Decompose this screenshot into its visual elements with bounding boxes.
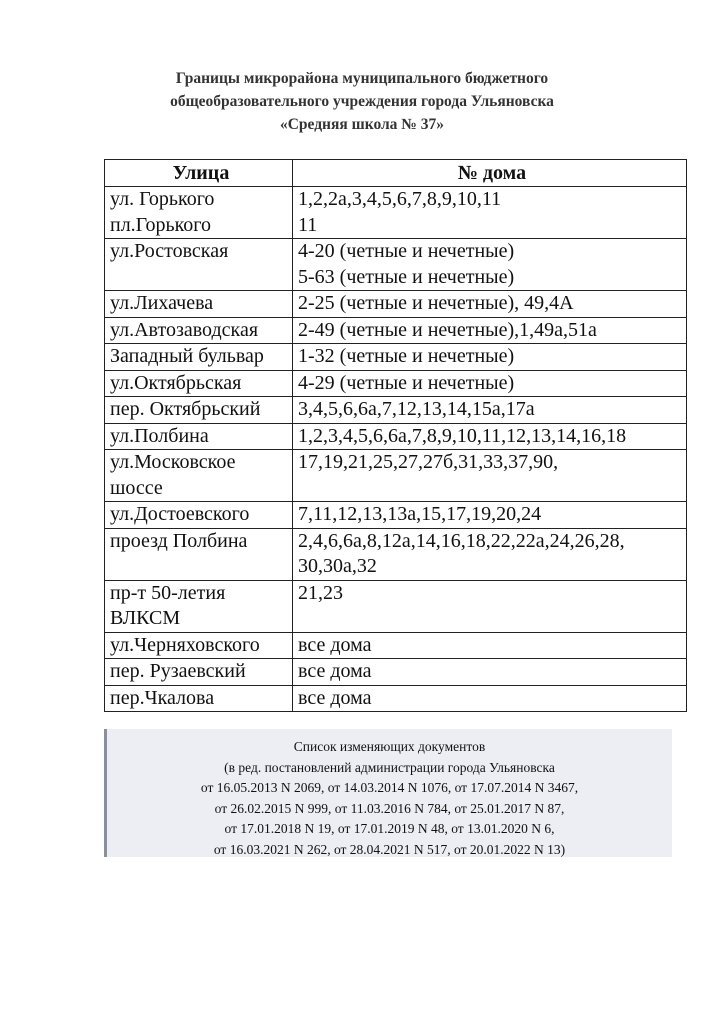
note-line: от 17.01.2018 N 19, от 17.01.2019 N 48, от 13.01.2020 N 6,	[224, 821, 555, 836]
column-header-houses: № дома	[293, 160, 687, 187]
house-numbers: все дома	[298, 686, 372, 709]
street-cell	[105, 632, 293, 659]
houses-cell	[293, 580, 687, 632]
streets-table	[104, 159, 687, 712]
house-numbers: 3,4,5,6,6а,7,12,13,14,15а,17а	[298, 398, 535, 420]
table-row	[105, 423, 687, 450]
street-name: пр-т 50-летия	[110, 581, 226, 604]
table-row	[105, 632, 687, 659]
note-line: (в ред. постановлений администрации города Ульяновска	[224, 759, 555, 775]
amendments-note	[104, 729, 672, 857]
house-numbers: все дома	[298, 633, 372, 656]
table-row	[105, 344, 687, 371]
houses-cell	[293, 239, 687, 291]
houses-cell	[293, 344, 687, 371]
houses-cell	[293, 450, 687, 502]
houses-cell	[293, 397, 687, 424]
note-line: Список изменяющих документов	[293, 739, 486, 754]
house-numbers: 1,2,2а,3,4,5,6,7,8,9,10,11	[298, 188, 502, 210]
note-line: от 16.05.2013 N 2069, от 14.03.2014 N 1076, от 17.07.2014 N 3467,	[200, 780, 579, 795]
street-name: пер. Октябрьский	[110, 398, 261, 420]
street-name: ул.Полбина	[110, 424, 209, 447]
house-numbers: 2,4,6,6а,8,12а,14,16,18,22,22а,24,26,28,	[298, 529, 625, 552]
table-row	[105, 187, 687, 239]
table-body	[105, 187, 687, 712]
houses-cell	[293, 370, 687, 397]
street-cell	[105, 239, 293, 291]
house-numbers: 1-32 (четные и нечетные)	[298, 345, 515, 367]
column-header-street: Улица	[105, 160, 293, 187]
street-cell	[105, 317, 293, 344]
street-cell	[105, 685, 293, 712]
street-name: пл.Горького	[110, 213, 212, 236]
street-cell	[105, 580, 293, 632]
street-cell	[105, 344, 293, 371]
houses-cell	[293, 659, 687, 686]
house-numbers: 21,23	[298, 581, 343, 604]
houses-cell	[293, 291, 687, 318]
houses-cell	[293, 528, 687, 580]
table-header-row	[105, 160, 687, 187]
houses-cell	[293, 685, 687, 712]
street-name: ул.Достоевского	[110, 503, 250, 525]
street-cell	[105, 502, 293, 529]
house-numbers: 4-20 (четные и нечетные)	[298, 240, 515, 262]
table-row	[105, 317, 687, 344]
table-row	[105, 239, 687, 291]
table-row	[105, 450, 687, 502]
house-numbers: 17,19,21,25,27,27б,31,33,37,90,	[298, 451, 559, 473]
title-line: Границы микрорайона муниципального бюджетного	[175, 70, 549, 87]
street-name: ул. Горького	[110, 188, 215, 210]
house-numbers: 5-63 (четные и нечетные)	[298, 265, 515, 288]
street-name: ул.Лихачева	[110, 292, 214, 314]
house-numbers: 2-49 (четные и нечетные),1,49а,51а	[298, 318, 597, 341]
street-name: ул.Московское	[110, 451, 236, 473]
houses-cell	[293, 502, 687, 529]
document-title	[0, 67, 724, 136]
house-numbers: 7,11,12,13,13а,15,17,19,20,24	[298, 503, 542, 525]
table-row	[105, 580, 687, 632]
table-row	[105, 685, 687, 712]
note-line: от 16.03.2021 N 262, от 28.04.2021 N 517, от 20.01.2022 N 13)	[213, 841, 566, 857]
table-row	[105, 528, 687, 580]
street-cell	[105, 397, 293, 424]
street-name: ул.Ростовская	[110, 240, 229, 262]
table-row	[105, 659, 687, 686]
street-cell	[105, 291, 293, 318]
table-row	[105, 370, 687, 397]
houses-cell	[293, 317, 687, 344]
house-numbers: 2-25 (четные и нечетные), 49,4А	[298, 292, 574, 314]
houses-cell	[293, 423, 687, 450]
street-name: шоссе	[110, 476, 163, 499]
street-name: проезд Полбина	[110, 529, 248, 552]
street-cell	[105, 423, 293, 450]
street-name: пер.Чкалова	[110, 686, 215, 709]
street-cell	[105, 370, 293, 397]
street-name: ВЛКСМ	[110, 607, 181, 629]
street-cell	[105, 450, 293, 502]
houses-cell	[293, 187, 687, 239]
house-numbers: 30,30а,32	[298, 555, 377, 577]
street-name: Западный бульвар	[110, 345, 264, 367]
street-name: ул.Октябрьская	[110, 371, 242, 394]
street-cell	[105, 659, 293, 686]
note-line: от 26.02.2015 N 999, от 11.03.2016 N 784, от 25.01.2017 N 87,	[214, 800, 565, 816]
house-numbers: 1,2,3,4,5,6,6а,7,8,9,10,11,12,13,14,16,18	[298, 424, 627, 447]
street-name: ул.Автозаводская	[110, 318, 259, 341]
houses-cell	[293, 632, 687, 659]
street-name: ул.Черняховского	[110, 633, 260, 656]
table-row	[105, 397, 687, 424]
house-numbers: 4-29 (четные и нечетные)	[298, 371, 515, 394]
street-cell	[105, 528, 293, 580]
house-numbers: 11	[298, 213, 318, 236]
title-line: общеобразовательного учреждения города Ульяновска	[170, 93, 554, 110]
street-cell	[105, 187, 293, 239]
table-row	[105, 291, 687, 318]
street-name: пер. Рузаевский	[110, 660, 246, 682]
title-line: «Средняя школа № 37»	[279, 116, 445, 133]
house-numbers: все дома	[298, 660, 372, 682]
table-row	[105, 502, 687, 529]
